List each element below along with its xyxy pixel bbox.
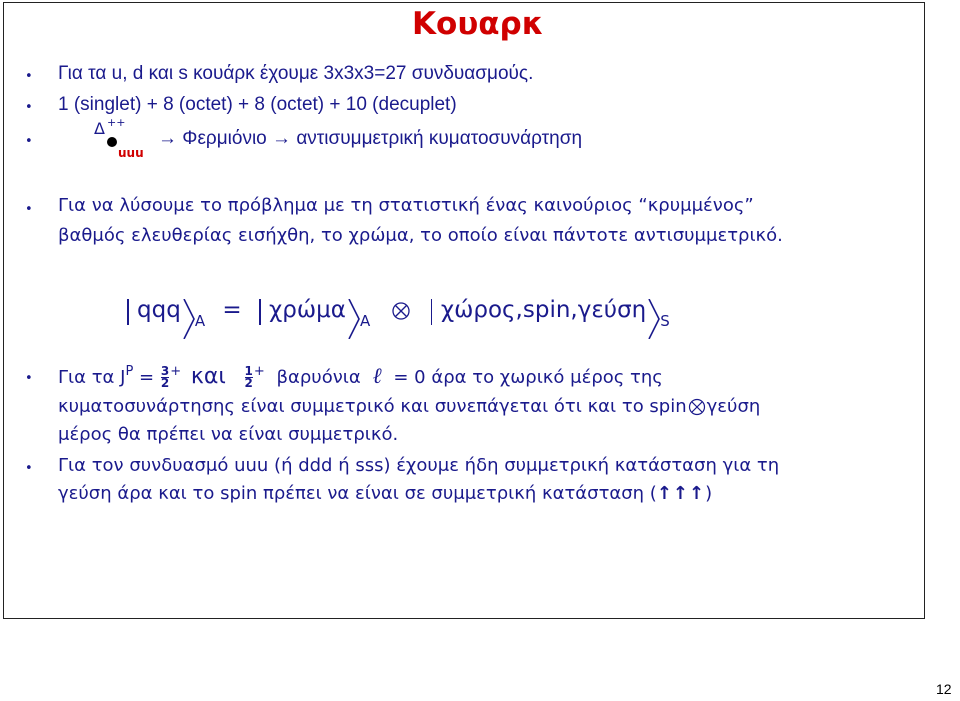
frac1-den: 2 [160,376,170,390]
right-arrow-icon: → [158,128,177,149]
page-number: 12 [936,681,952,697]
bullet-6-close: ) [705,483,713,504]
bullet-5-line2b: γεύση [706,396,761,417]
bullet-2-text: 1 (singlet) + 8 (octet) + 8 (octet) + 10 (decuplet) [58,94,457,115]
up-arrows-icon: ↑↑↑ [656,483,706,504]
ket-qqq-sub: A [194,312,206,330]
ket-color [259,297,360,323]
color-equation [127,297,670,330]
tensor-product-icon [687,397,707,417]
ket-bracket [648,299,660,339]
jp-label: Για τα J [58,367,126,388]
ket-space-label: χώρος,spin,γεύση [440,297,647,323]
bullet-dot: • [25,371,33,386]
delta-symbol: Δ [94,119,105,138]
slide-title: Κουαρκ [412,6,544,42]
fraction-one-half [245,366,253,389]
bullet-3-fermion: Φερμιόνιο [182,128,267,149]
bullet-5-line1 [58,363,663,389]
bullet-4-line2: βαθμός ελευθερίας εισήχθη, το χρώμα, το οποίο είναι πάντοτε αντισυμμετρικό. [58,225,783,246]
delta-baryon-image [60,118,150,158]
frac1-num: 3 [160,364,170,378]
delta-charge: ++ [107,118,126,129]
kai-word: και [190,364,226,389]
bullet-5-line2 [58,396,760,417]
frac2-num: 1 [244,364,253,378]
ket-space-spin-flavour [431,297,660,323]
bullet-5-line3: μέρος θα πρέπει να είναι συμμετρικό. [58,424,399,445]
frac1-sign: + [170,364,182,379]
ket-bracket [348,299,360,339]
fraction-three-halves [161,366,169,389]
bullet-dot: • [25,202,33,217]
frac2-sign: + [253,364,265,379]
bullet-dot: • [25,461,33,476]
jp-equals: = [139,367,155,388]
bullet-dot: • [25,100,33,115]
ket-qqq [127,297,195,323]
bullet-1-text: Για τα u, d και s κουάρκ έχουμε 3x3x3=27 συνδυασμούς. [58,63,534,84]
frac2-den: 2 [244,376,253,390]
jp-sup: P [125,364,134,379]
delta-quarks: uuu [118,146,144,158]
bullet-3-line [158,128,582,150]
ket-color-label: χρώμα [268,297,346,323]
ket-space-sub: S [660,312,670,330]
ket-color-sub: A [359,312,371,330]
tensor-product-icon [378,297,424,323]
ket-bracket [183,299,195,339]
ell-symbol: ℓ [372,364,382,389]
bullet-dot: • [25,134,33,149]
ket-qqq-label: qqq [137,297,181,323]
particle-dot [107,137,117,147]
bullet-dot: • [25,69,33,84]
bullet-5-line2a: κυματοσυνάρτησης είναι συμμετρικό και συνεπάγεται ότι και το spin [58,396,687,417]
bullet-6-line2 [58,483,712,504]
right-arrow-icon: → [272,128,292,149]
bullet-6-line1: Για τον συνδυασμό uuu (ή ddd ή sss) έχουμε ήδη συμμετρική κατάσταση για τη [58,455,780,476]
bullet-6-line2-text: γεύση άρα και το spin πρέπει να είναι σε συμμετρική κατάσταση ( [58,483,657,504]
equals-sign: = [222,297,242,323]
bullet-4-line1: Για να λύσουμε το πρόβλημα με τη στατιστική ένας καινούριος “κρυμμένος” [58,195,754,216]
bullet-3-antisym: αντισυμμετρική κυματοσυνάρτηση [296,128,583,149]
bullet-5-end: = 0 άρα το χωρικό μέρος της [393,367,663,388]
baryons-word: βαρυόνια [276,367,361,388]
